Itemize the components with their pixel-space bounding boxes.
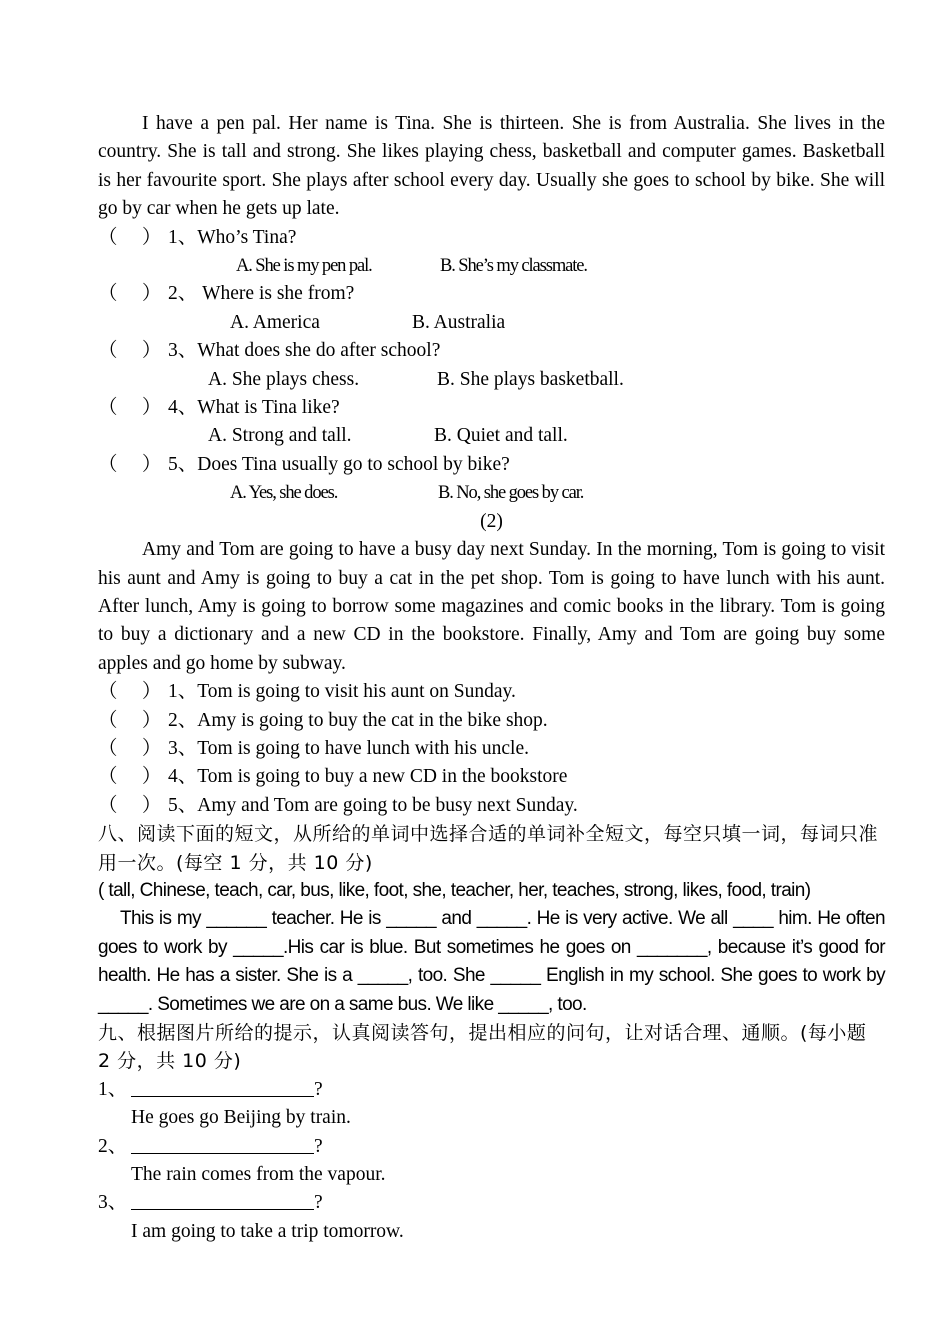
answer-sentence: I am going to take a trip tomorrow. [131, 1220, 404, 1242]
option-a: A. She is my pen pal. [236, 256, 372, 277]
item-number: 3、 [98, 1192, 128, 1214]
answer-sentence: The rain comes from the vapour. [131, 1164, 386, 1186]
option-a: A. Yes, she does. [230, 483, 338, 504]
passage-2-heading: (2) [480, 510, 503, 532]
statement-item [98, 735, 885, 763]
passage-1-questions [98, 224, 885, 508]
answer-parentheses[interactable]: （ ） [98, 397, 162, 419]
item-number: 2、 [98, 1135, 128, 1157]
option-a: A. America [230, 311, 320, 333]
question-text: 2、 Where is she from? [168, 283, 355, 305]
item-number: 1、 [98, 1078, 128, 1100]
answer-parentheses[interactable]: （ ） [98, 226, 162, 248]
passage-2-statements [98, 678, 885, 820]
question-writing-item [98, 1189, 885, 1217]
option-a: A. Strong and tall. [208, 425, 352, 447]
option-b: B. Quiet and tall. [434, 425, 568, 447]
question-text: 4、What is Tina like? [168, 397, 340, 419]
answer-parentheses[interactable]: （ ） [98, 681, 162, 703]
statement-item [98, 792, 885, 820]
question-mark: ? [314, 1192, 323, 1214]
section-8-title: 八、阅读下面的短文，从所给的单词中选择合适的单词补全短文，每空只填一词，每词只准用一次。(每空 1 分，共 10 分) [98, 823, 879, 874]
answer-sentence: He goes go Beijing by train. [131, 1107, 351, 1129]
question-item [98, 280, 885, 308]
question-options [98, 309, 885, 337]
passage-2-text: Amy and Tom are going to have a busy day next Sunday. In the morning, Tom is going to visit his aunt and Amy is going to buy a cat in the pet shop. Tom is going to have lunch with his aunt. After lunch, Amy is going to borrow some magazines and comic books in the library. Tom is going to buy a dictionary and a new CD in the bookstore. Finally, Amy and Tom are going buy some apples and go home by subway. [98, 539, 885, 674]
answer-parentheses[interactable]: （ ） [98, 283, 162, 305]
option-b: B. Australia [412, 311, 506, 333]
option-b: B. No, she goes by car. [438, 483, 584, 504]
question-writing-item [98, 1076, 885, 1104]
question-writing-list [98, 1076, 885, 1246]
section-9-title: 九、根据图片所给的提示，认真阅读答句，提出相应的问句，让对话合理、通顺。(每小题 2 分，共 10 分) [98, 1022, 867, 1073]
answer-parentheses[interactable]: （ ） [98, 766, 162, 788]
question-options [98, 422, 885, 450]
answer-parentheses[interactable]: （ ） [98, 794, 162, 816]
question-writing-item [98, 1133, 885, 1161]
question-text: 1、Who’s Tina? [168, 226, 297, 248]
question-text: 3、What does she do after school? [168, 340, 441, 362]
question-item [98, 394, 885, 422]
question-blank[interactable] [131, 1076, 314, 1097]
option-b: B. She’s my classmate. [440, 256, 587, 277]
question-mark: ? [314, 1135, 323, 1157]
worksheet-page [98, 110, 885, 1246]
answer-parentheses[interactable]: （ ） [98, 340, 162, 362]
question-item [98, 337, 885, 365]
question-options [98, 479, 885, 507]
statement-text: 5、Amy and Tom are going to be busy next Sunday. [168, 794, 578, 816]
word-bank: ( tall, Chinese, teach, car, bus, like, foot, she, teacher, her, teaches, strong, likes, food, train) [98, 879, 811, 901]
option-b: B. She plays basketball. [437, 368, 624, 390]
answer-parentheses[interactable]: （ ） [98, 709, 162, 731]
question-blank[interactable] [131, 1189, 314, 1210]
question-text: 5、Does Tina usually go to school by bike? [168, 453, 510, 475]
question-item [98, 451, 885, 479]
question-options [98, 252, 885, 280]
statement-text: 4、Tom is going to buy a new CD in the bookstore [168, 766, 568, 788]
statement-text: 1、Tom is going to visit his aunt on Sunday. [168, 681, 516, 703]
question-mark: ? [314, 1078, 323, 1100]
answer-parentheses[interactable]: （ ） [98, 453, 162, 475]
question-options [98, 366, 885, 394]
answer-parentheses[interactable]: （ ） [98, 737, 162, 759]
statement-item [98, 707, 885, 735]
statement-text: 2、Amy is going to buy the cat in the bike shop. [168, 709, 548, 731]
cloze-passage: This is my ______ teacher. He is _____ and _____. He is very active. We all ____ him. He often goes to work by _____.His car is blue. But sometimes he goes on _______, because it’s good for health. He has a sister. She is a _____, too. She _____ English in my school. She goes to work by _____. Sometimes we are on a same bus. We like _____, too. [98, 908, 885, 1015]
statement-item [98, 763, 885, 791]
statement-item [98, 678, 885, 706]
question-blank[interactable] [131, 1133, 314, 1154]
passage-1-text: I have a pen pal. Her name is Tina. She is thirteen. She is from Australia. She lives in the country. She is tall and strong. She likes playing chess, basketball and computer games. Basketball is her favourite sport. She plays after school every day. Usually she goes to school by bike. She will go by car when he gets up late. [98, 113, 885, 220]
statement-text: 3、Tom is going to have lunch with his uncle. [168, 737, 529, 759]
option-a: A. She plays chess. [208, 368, 360, 390]
question-item [98, 224, 885, 252]
